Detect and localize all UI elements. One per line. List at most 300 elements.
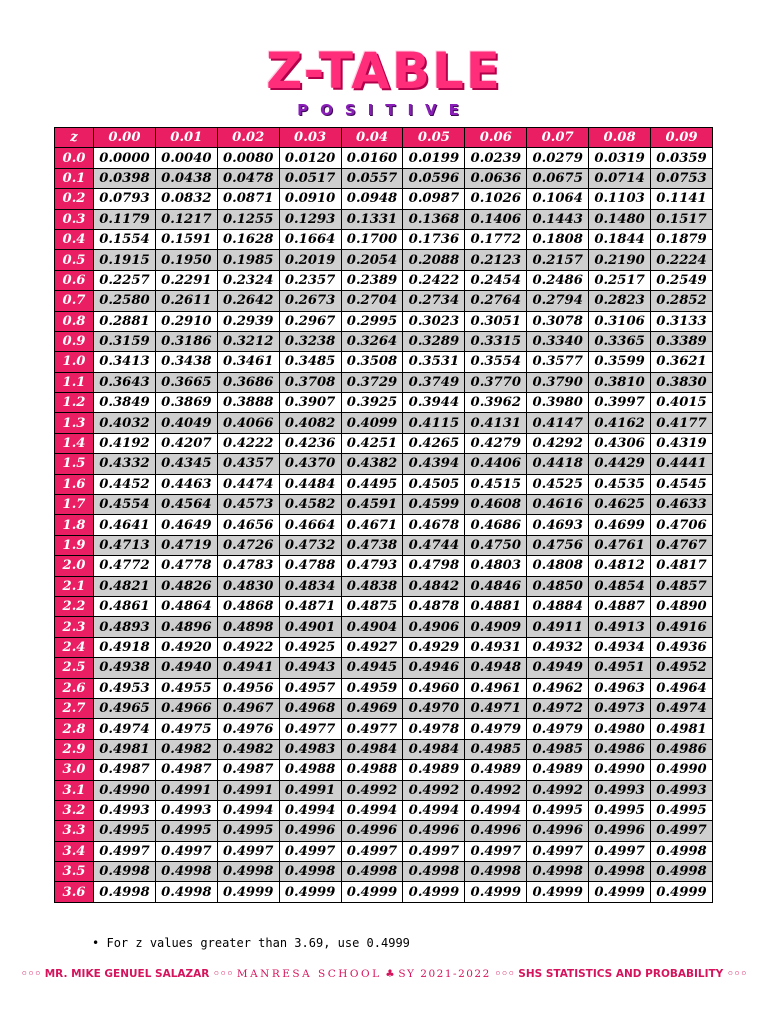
table-cell: 0.4525 (527, 474, 589, 494)
table-cell: 0.1331 (341, 209, 403, 229)
table-cell: 0.4945 (341, 658, 403, 678)
table-cell: 0.3686 (217, 372, 279, 392)
row-header: 0.4 (55, 229, 94, 249)
table-cell: 0.1026 (465, 189, 527, 209)
table-cell: 0.2389 (341, 270, 403, 290)
table-cell: 0.4817 (651, 556, 713, 576)
row-header: 0.1 (55, 168, 94, 188)
table-cell: 0.4625 (589, 495, 651, 515)
table-cell: 0.4998 (651, 862, 713, 882)
table-cell: 0.4997 (279, 841, 341, 861)
row-header: 3.4 (55, 841, 94, 861)
table-cell: 0.4656 (217, 515, 279, 535)
table-cell: 0.0948 (341, 189, 403, 209)
row-header: 3.2 (55, 800, 94, 820)
separator: ◦◦◦ (494, 968, 515, 980)
table-cell: 0.4441 (651, 454, 713, 474)
table-cell: 0.3729 (341, 372, 403, 392)
page-subtitle: POSITIVE (297, 101, 471, 119)
table-cell: 0.4999 (403, 882, 465, 902)
table-cell: 0.4998 (403, 862, 465, 882)
table-cell: 0.4997 (465, 841, 527, 861)
table-row (55, 780, 713, 800)
table-cell: 0.1517 (651, 209, 713, 229)
table-cell: 0.4881 (465, 596, 527, 616)
table-cell: 0.4999 (341, 882, 403, 902)
table-cell: 0.4306 (589, 433, 651, 453)
header-row (55, 128, 713, 148)
table-cell: 0.4955 (155, 678, 217, 698)
table-cell: 0.4515 (465, 474, 527, 494)
table-row (55, 393, 713, 413)
table-cell: 0.0199 (403, 148, 465, 168)
table-cell: 0.4991 (155, 780, 217, 800)
table-cell: 0.4966 (155, 698, 217, 718)
table-cell: 0.3708 (279, 372, 341, 392)
table-cell: 0.4131 (465, 413, 527, 433)
table-row (55, 495, 713, 515)
table-cell: 0.4922 (217, 637, 279, 657)
table-cell: 0.1064 (527, 189, 589, 209)
table-cell: 0.4999 (589, 882, 651, 902)
table-cell: 0.2422 (403, 270, 465, 290)
table-cell: 0.4957 (279, 678, 341, 698)
table-cell: 0.1915 (94, 250, 156, 270)
table-cell: 0.4591 (341, 495, 403, 515)
table-cell: 0.4664 (279, 515, 341, 535)
table-cell: 0.4993 (651, 780, 713, 800)
table-cell: 0.4406 (465, 454, 527, 474)
table-cell: 0.3133 (651, 311, 713, 331)
table-cell: 0.4974 (94, 719, 156, 739)
column-header: 0.08 (589, 128, 651, 148)
table-cell: 0.1844 (589, 229, 651, 249)
table-cell: 0.3289 (403, 331, 465, 351)
table-cell: 0.0438 (155, 168, 217, 188)
column-header: 0.04 (341, 128, 403, 148)
table-cell: 0.2764 (465, 291, 527, 311)
table-cell: 0.4370 (279, 454, 341, 474)
table-cell: 0.4972 (527, 698, 589, 718)
table-cell: 0.4983 (279, 739, 341, 759)
table-body (55, 148, 713, 902)
row-header: 1.4 (55, 433, 94, 453)
table-cell: 0.0517 (279, 168, 341, 188)
table-cell: 0.0987 (403, 189, 465, 209)
table-cell: 0.3962 (465, 393, 527, 413)
table-cell: 0.1217 (155, 209, 217, 229)
table-cell: 0.4981 (94, 739, 156, 759)
club-icon: ♣ (385, 968, 395, 980)
table-cell: 0.4633 (651, 495, 713, 515)
table-cell: 0.3790 (527, 372, 589, 392)
row-header: 0.8 (55, 311, 94, 331)
table-cell: 0.4934 (589, 637, 651, 657)
table-cell: 0.4854 (589, 576, 651, 596)
footnote (92, 936, 410, 950)
row-header: 2.0 (55, 556, 94, 576)
table-cell: 0.2967 (279, 311, 341, 331)
table-cell: 0.4948 (465, 658, 527, 678)
table-cell: 0.4821 (94, 576, 156, 596)
table-cell: 0.4830 (217, 576, 279, 596)
table-cell: 0.3907 (279, 393, 341, 413)
table-cell: 0.4564 (155, 495, 217, 515)
table-cell: 0.3888 (217, 393, 279, 413)
table-cell: 0.2823 (589, 291, 651, 311)
table-cell: 0.4994 (465, 800, 527, 820)
footnote-text: For z values greater than 3.69, use 0.4999 (106, 936, 410, 950)
table-cell: 0.4995 (651, 800, 713, 820)
table-cell: 0.0000 (94, 148, 156, 168)
table-cell: 0.4996 (279, 821, 341, 841)
column-header: 0.01 (155, 128, 217, 148)
table-cell: 0.4998 (217, 862, 279, 882)
table-cell: 0.4906 (403, 617, 465, 637)
table-row (55, 658, 713, 678)
table-cell: 0.4997 (651, 821, 713, 841)
table-cell: 0.0793 (94, 189, 156, 209)
table-row (55, 637, 713, 657)
table-cell: 0.3643 (94, 372, 156, 392)
table-cell: 0.4979 (527, 719, 589, 739)
table-cell: 0.4207 (155, 433, 217, 453)
table-cell: 0.0080 (217, 148, 279, 168)
table-cell: 0.3461 (217, 352, 279, 372)
table-cell: 0.1554 (94, 229, 156, 249)
table-cell: 0.2852 (651, 291, 713, 311)
table-cell: 0.4980 (589, 719, 651, 739)
table-cell: 0.3485 (279, 352, 341, 372)
table-cell: 0.4993 (589, 780, 651, 800)
column-header: 0.07 (527, 128, 589, 148)
table-cell: 0.0478 (217, 168, 279, 188)
row-header: 0.5 (55, 250, 94, 270)
table-cell: 0.4418 (527, 454, 589, 474)
table-cell: 0.4911 (527, 617, 589, 637)
table-cell: 0.3531 (403, 352, 465, 372)
table-cell: 0.4699 (589, 515, 651, 535)
table-cell: 0.4162 (589, 413, 651, 433)
table-cell: 0.3925 (341, 393, 403, 413)
table-cell: 0.4988 (279, 760, 341, 780)
table-cell: 0.4726 (217, 535, 279, 555)
column-header: 0.05 (403, 128, 465, 148)
table-cell: 0.4744 (403, 535, 465, 555)
table-cell: 0.4997 (589, 841, 651, 861)
table-cell: 0.4554 (94, 495, 156, 515)
row-header: 1.8 (55, 515, 94, 535)
table-row (55, 515, 713, 535)
table-cell: 0.4959 (341, 678, 403, 698)
table-cell: 0.4192 (94, 433, 156, 453)
table-row (55, 841, 713, 861)
subject-name: SHS STATISTICS AND PROBABILITY (518, 968, 724, 980)
table-cell: 0.4803 (465, 556, 527, 576)
table-cell: 0.4998 (527, 862, 589, 882)
table-cell: 0.4968 (279, 698, 341, 718)
table-cell: 0.4998 (155, 862, 217, 882)
table-row (55, 556, 713, 576)
table-cell: 0.0040 (155, 148, 217, 168)
table-cell: 0.1985 (217, 250, 279, 270)
table-cell: 0.3770 (465, 372, 527, 392)
row-header: 3.1 (55, 780, 94, 800)
table-row (55, 413, 713, 433)
table-cell: 0.4998 (465, 862, 527, 882)
table-row (55, 311, 713, 331)
table-cell: 0.4826 (155, 576, 217, 596)
row-header: 1.1 (55, 372, 94, 392)
table-cell: 0.3997 (589, 393, 651, 413)
table-row (55, 576, 713, 596)
table-cell: 0.4996 (527, 821, 589, 841)
table-cell: 0.4788 (279, 556, 341, 576)
row-header: 1.2 (55, 393, 94, 413)
table-cell: 0.4996 (403, 821, 465, 841)
table-cell: 0.4147 (527, 413, 589, 433)
table-cell: 0.4641 (94, 515, 156, 535)
table-cell: 0.4808 (527, 556, 589, 576)
table-cell: 0.2324 (217, 270, 279, 290)
table-row (55, 474, 713, 494)
table-cell: 0.3186 (155, 331, 217, 351)
table-cell: 0.3980 (527, 393, 589, 413)
table-cell: 0.4992 (341, 780, 403, 800)
table-cell: 0.4964 (651, 678, 713, 698)
table-cell: 0.4871 (279, 596, 341, 616)
table-cell: 0.2517 (589, 270, 651, 290)
table-cell: 0.0832 (155, 189, 217, 209)
table-cell: 0.3212 (217, 331, 279, 351)
table-cell: 0.4999 (465, 882, 527, 902)
table-cell: 0.4985 (527, 739, 589, 759)
table-cell: 0.4989 (465, 760, 527, 780)
table-cell: 0.4941 (217, 658, 279, 678)
table-cell: 0.4978 (403, 719, 465, 739)
table-cell: 0.4981 (651, 719, 713, 739)
table-cell: 0.4998 (94, 882, 156, 902)
table-cell: 0.4222 (217, 433, 279, 453)
table-cell: 0.0239 (465, 148, 527, 168)
table-cell: 0.3078 (527, 311, 589, 331)
table-cell: 0.4913 (589, 617, 651, 637)
table-row (55, 250, 713, 270)
table-cell: 0.4082 (279, 413, 341, 433)
column-header: 0.06 (465, 128, 527, 148)
table-cell: 0.1141 (651, 189, 713, 209)
table-cell: 0.4706 (651, 515, 713, 535)
row-header: 0.7 (55, 291, 94, 311)
table-cell: 0.2357 (279, 270, 341, 290)
table-cell: 0.4616 (527, 495, 589, 515)
table-cell: 0.4994 (279, 800, 341, 820)
table-cell: 0.2910 (155, 311, 217, 331)
table-cell: 0.1103 (589, 189, 651, 209)
table-cell: 0.4929 (403, 637, 465, 657)
table-cell: 0.2881 (94, 311, 156, 331)
table-cell: 0.4505 (403, 474, 465, 494)
table-cell: 0.4732 (279, 535, 341, 555)
table-cell: 0.4049 (155, 413, 217, 433)
table-cell: 0.4693 (527, 515, 589, 535)
table-cell: 0.3051 (465, 311, 527, 331)
table-cell: 0.4357 (217, 454, 279, 474)
table-cell: 0.4996 (341, 821, 403, 841)
table-cell: 0.2123 (465, 250, 527, 270)
table-row (55, 270, 713, 290)
table-cell: 0.4938 (94, 658, 156, 678)
table-cell: 0.4952 (651, 658, 713, 678)
table-cell: 0.4998 (651, 841, 713, 861)
table-cell: 0.4965 (94, 698, 156, 718)
table-cell: 0.3340 (527, 331, 589, 351)
row-header: 0.9 (55, 331, 94, 351)
table-cell: 0.4949 (527, 658, 589, 678)
table-row (55, 739, 713, 759)
table-cell: 0.1406 (465, 209, 527, 229)
table-cell: 0.4982 (217, 739, 279, 759)
table-cell: 0.4990 (651, 760, 713, 780)
table-row (55, 291, 713, 311)
table-cell: 0.4988 (341, 760, 403, 780)
row-header: 0.6 (55, 270, 94, 290)
table-cell: 0.4878 (403, 596, 465, 616)
table-cell: 0.4713 (94, 535, 156, 555)
table-cell: 0.4999 (279, 882, 341, 902)
table-cell: 0.0714 (589, 168, 651, 188)
column-header: 0.03 (279, 128, 341, 148)
table-cell: 0.3599 (589, 352, 651, 372)
separator: ◦◦◦ (213, 968, 234, 980)
table-cell: 0.3749 (403, 372, 465, 392)
table-cell: 0.4987 (155, 760, 217, 780)
table-row (55, 372, 713, 392)
table-cell: 0.4998 (94, 862, 156, 882)
table-cell: 0.4986 (651, 739, 713, 759)
table-cell: 0.4976 (217, 719, 279, 739)
table-cell: 0.1368 (403, 209, 465, 229)
table-row (55, 821, 713, 841)
column-header: 0.09 (651, 128, 713, 148)
table-cell: 0.2673 (279, 291, 341, 311)
table-cell: 0.4861 (94, 596, 156, 616)
table-cell: 0.4767 (651, 535, 713, 555)
table-cell: 0.1591 (155, 229, 217, 249)
table-cell: 0.4975 (155, 719, 217, 739)
table-cell: 0.4927 (341, 637, 403, 657)
table-cell: 0.2157 (527, 250, 589, 270)
table-cell: 0.4932 (527, 637, 589, 657)
table-cell: 0.4992 (403, 780, 465, 800)
table-cell: 0.4990 (94, 780, 156, 800)
table-cell: 0.4545 (651, 474, 713, 494)
table-cell: 0.4857 (651, 576, 713, 596)
table-cell: 0.4495 (341, 474, 403, 494)
table-cell: 0.1879 (651, 229, 713, 249)
table-cell: 0.3849 (94, 393, 156, 413)
table-cell: 0.4535 (589, 474, 651, 494)
table-cell: 0.4382 (341, 454, 403, 474)
table-cell: 0.4452 (94, 474, 156, 494)
table-cell: 0.1772 (465, 229, 527, 249)
table-row (55, 229, 713, 249)
table-cell: 0.0636 (465, 168, 527, 188)
table-cell: 0.0675 (527, 168, 589, 188)
table-cell: 0.4991 (279, 780, 341, 800)
table-cell: 0.1736 (403, 229, 465, 249)
table-cell: 0.4961 (465, 678, 527, 698)
table-cell: 0.0279 (527, 148, 589, 168)
table-cell: 0.4678 (403, 515, 465, 535)
table-cell: 0.4987 (94, 760, 156, 780)
table-cell: 0.2549 (651, 270, 713, 290)
table-cell: 0.1700 (341, 229, 403, 249)
table-cell: 0.4997 (403, 841, 465, 861)
table-cell: 0.4985 (465, 739, 527, 759)
table-cell: 0.2794 (527, 291, 589, 311)
table-row (55, 168, 713, 188)
row-header: 1.6 (55, 474, 94, 494)
table-cell: 0.4977 (341, 719, 403, 739)
table-cell: 0.4904 (341, 617, 403, 637)
table-row (55, 331, 713, 351)
row-header: 3.3 (55, 821, 94, 841)
table-cell: 0.4998 (279, 862, 341, 882)
table-cell: 0.4999 (217, 882, 279, 902)
table-cell: 0.4686 (465, 515, 527, 535)
row-header: 3.5 (55, 862, 94, 882)
footer (0, 968, 768, 980)
row-header: 2.5 (55, 658, 94, 678)
table-cell: 0.4279 (465, 433, 527, 453)
table-cell: 0.4956 (217, 678, 279, 698)
table-cell: 0.4931 (465, 637, 527, 657)
table-cell: 0.2054 (341, 250, 403, 270)
column-header: 0.00 (94, 128, 156, 148)
table-cell: 0.4842 (403, 576, 465, 596)
table-cell: 0.4994 (403, 800, 465, 820)
table-row (55, 678, 713, 698)
table-cell: 0.4993 (94, 800, 156, 820)
table-cell: 0.1664 (279, 229, 341, 249)
table-cell: 0.4898 (217, 617, 279, 637)
table-cell: 0.4991 (217, 780, 279, 800)
table-cell: 0.4996 (589, 821, 651, 841)
table-cell: 0.3810 (589, 372, 651, 392)
table-cell: 0.4236 (279, 433, 341, 453)
table-cell: 0.4783 (217, 556, 279, 576)
table-cell: 0.4993 (155, 800, 217, 820)
table-row (55, 209, 713, 229)
table-cell: 0.4875 (341, 596, 403, 616)
table-cell: 0.4099 (341, 413, 403, 433)
table-cell: 0.4901 (279, 617, 341, 637)
table-cell: 0.4989 (403, 760, 465, 780)
row-header: 2.3 (55, 617, 94, 637)
table-cell: 0.3315 (465, 331, 527, 351)
table-row (55, 760, 713, 780)
table-cell: 0.2642 (217, 291, 279, 311)
row-header: 2.9 (55, 739, 94, 759)
row-header: 2.1 (55, 576, 94, 596)
table-cell: 0.4463 (155, 474, 217, 494)
row-header: 1.5 (55, 454, 94, 474)
table-cell: 0.4778 (155, 556, 217, 576)
table-cell: 0.2486 (527, 270, 589, 290)
table-cell: 0.4992 (465, 780, 527, 800)
table-cell: 0.4868 (217, 596, 279, 616)
